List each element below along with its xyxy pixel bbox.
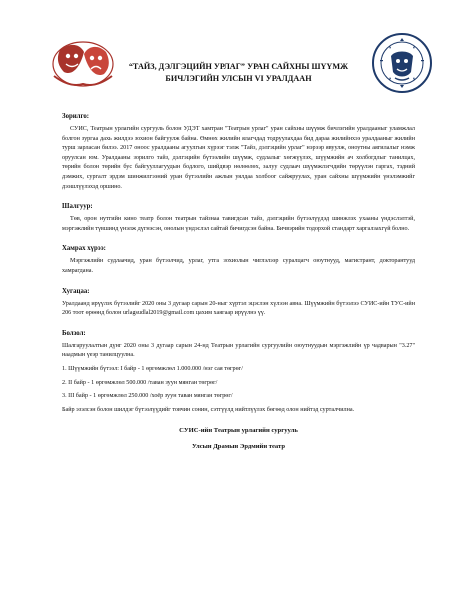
signature-line-1: СУИС-ийн Театрын урлагийн сургууль (179, 427, 298, 435)
section-goal (62, 112, 415, 192)
section-heading: Болзол: (62, 329, 86, 337)
drama-masks-logo-icon (50, 34, 116, 90)
prize-item: 1. Шүүмжийн бүтээл: I байр - 1 өргөмжлөл 1.000.000 /нэг сая төгрөг/ (62, 365, 243, 372)
signature-line-2: Улсын Драмын Эрдмийн театр (191, 443, 286, 451)
section-paragraph: СУИС, Театрын урлагийн сургууль болон УДЭТ хамтран "Театрын урлаг" уран сайхны шүүмж бичлэгийн уралдааныг уламжлал болгон зургаа дахь жилдээ зохион байгуулж байна. Өмнөх жилийн ялагчдад тодруулахдаа бид дараа жилийнхээ уралдааныг жилийн турш зарласан билээ. 2017 оноос уралдааны агуулгын хүрээг тэлж "Тайз, дэлгэцийн урлаг" нэрээр явуулж, оноутны аягилалыг нэмж оруулсан юм. Уралдааны зорилго тайз, дэлгэцийн бүтээлийн шүүмж, судлалыг хөгжүүлэх, шүүмжийн ач холбогдлыг танилцах, төрийн болон төрийн бус байгууллагуудын бодлого, шийдвэр нөлөөлөх, залуу судлаач шүүмжлэгчдийн төрүүлэн гаргах, тэдний дэмжих, сургалт эрдэм шинжилгээний уран бүтээлийн ажлын уялдаа холбоог сайжруулах, уран сайхны шүүмжийн үнэлэмжийг дээшлүүлэхэд оршино. (62, 126, 415, 190)
title-line-2: БИЧЛЭГИЙН УЛСЫН VI УРАЛДААН (165, 74, 312, 83)
document-header (62, 0, 415, 102)
closing-paragraph: Байр эзэлсэн болон шилдэг бүтээлүүдийг товчин сонин, сэтгүүлд нийтлүүлэх бөгөөд олон нийтэд сурталчилна. (62, 406, 355, 413)
section-paragraph: Уралдаанд ирүүлэх бүтээлийг 2020 оны 3 дугаар сарын 20-ныг хүртэл эцэслэн хүлээн авна. Шүүмжийн бүтээлээ СУИС-ийн ТУС-ийн 206 тоот өрөөнд болон urlagsudlal2019@gmail.com цахим хаягаар ирүүлнэ үү. (62, 300, 415, 317)
prize-item: 3. III байр - 1 өргөмжлөл 250.000 /хоёр зуун таван мянган төгрөг/ (62, 393, 233, 400)
section-paragraph: Шалгаруулалтын дүнг 2020 оны 3 дугаар сарын 24-нд Театрын урлагийн сургуулийн оюутнуудын мэргэжлийн үр чадварын "3.27" наадмын үеэр танилцуулна. (62, 342, 415, 359)
section-heading: Хугацаа: (62, 287, 90, 295)
prize-item: 2. II байр - 1 өргөмжлөл 500.000 /таван зуун мянган төгрөг/ (62, 379, 218, 386)
section-heading: Хамрах хүрээ: (62, 245, 106, 253)
section-scope (62, 244, 415, 276)
title-line-1: “ТАЙЗ, ДЭЛГЭЦИЙН УРЛАГ” УРАН САЙХНЫ ШҮҮМЖ (128, 62, 349, 71)
section-heading: Шалгуур: (62, 203, 93, 211)
document-title (114, 61, 363, 85)
section-paragraph: Төв, орон нутгийн кино театр болон театрын тайзнаа тавигдсан тайз, дэлгэцийн бүтээлүүдэд шинжлэх ухааны үндэслэлтэй, мэргэжлийн түвшинд үнэлж дүгнэсэн, онолын үндэслэл сайтай бичигдсэн байна. Бичвэрийн тодорхой стандарт харгалзахгүй болно. (62, 216, 415, 232)
academic-seal-logo-icon (371, 32, 433, 94)
section-deadline (62, 287, 415, 319)
section-criteria (62, 202, 415, 234)
section-heading: Зорилго: (62, 113, 90, 120)
section-conditions (62, 329, 415, 416)
section-paragraph: Мэргэжлийн судлаачид, уран бүтээлчид, урлаг, утга зохиолын чиглэлээр суралцагч оюутнууд, магистрант, докторантууд хамрагдана. (62, 258, 415, 274)
